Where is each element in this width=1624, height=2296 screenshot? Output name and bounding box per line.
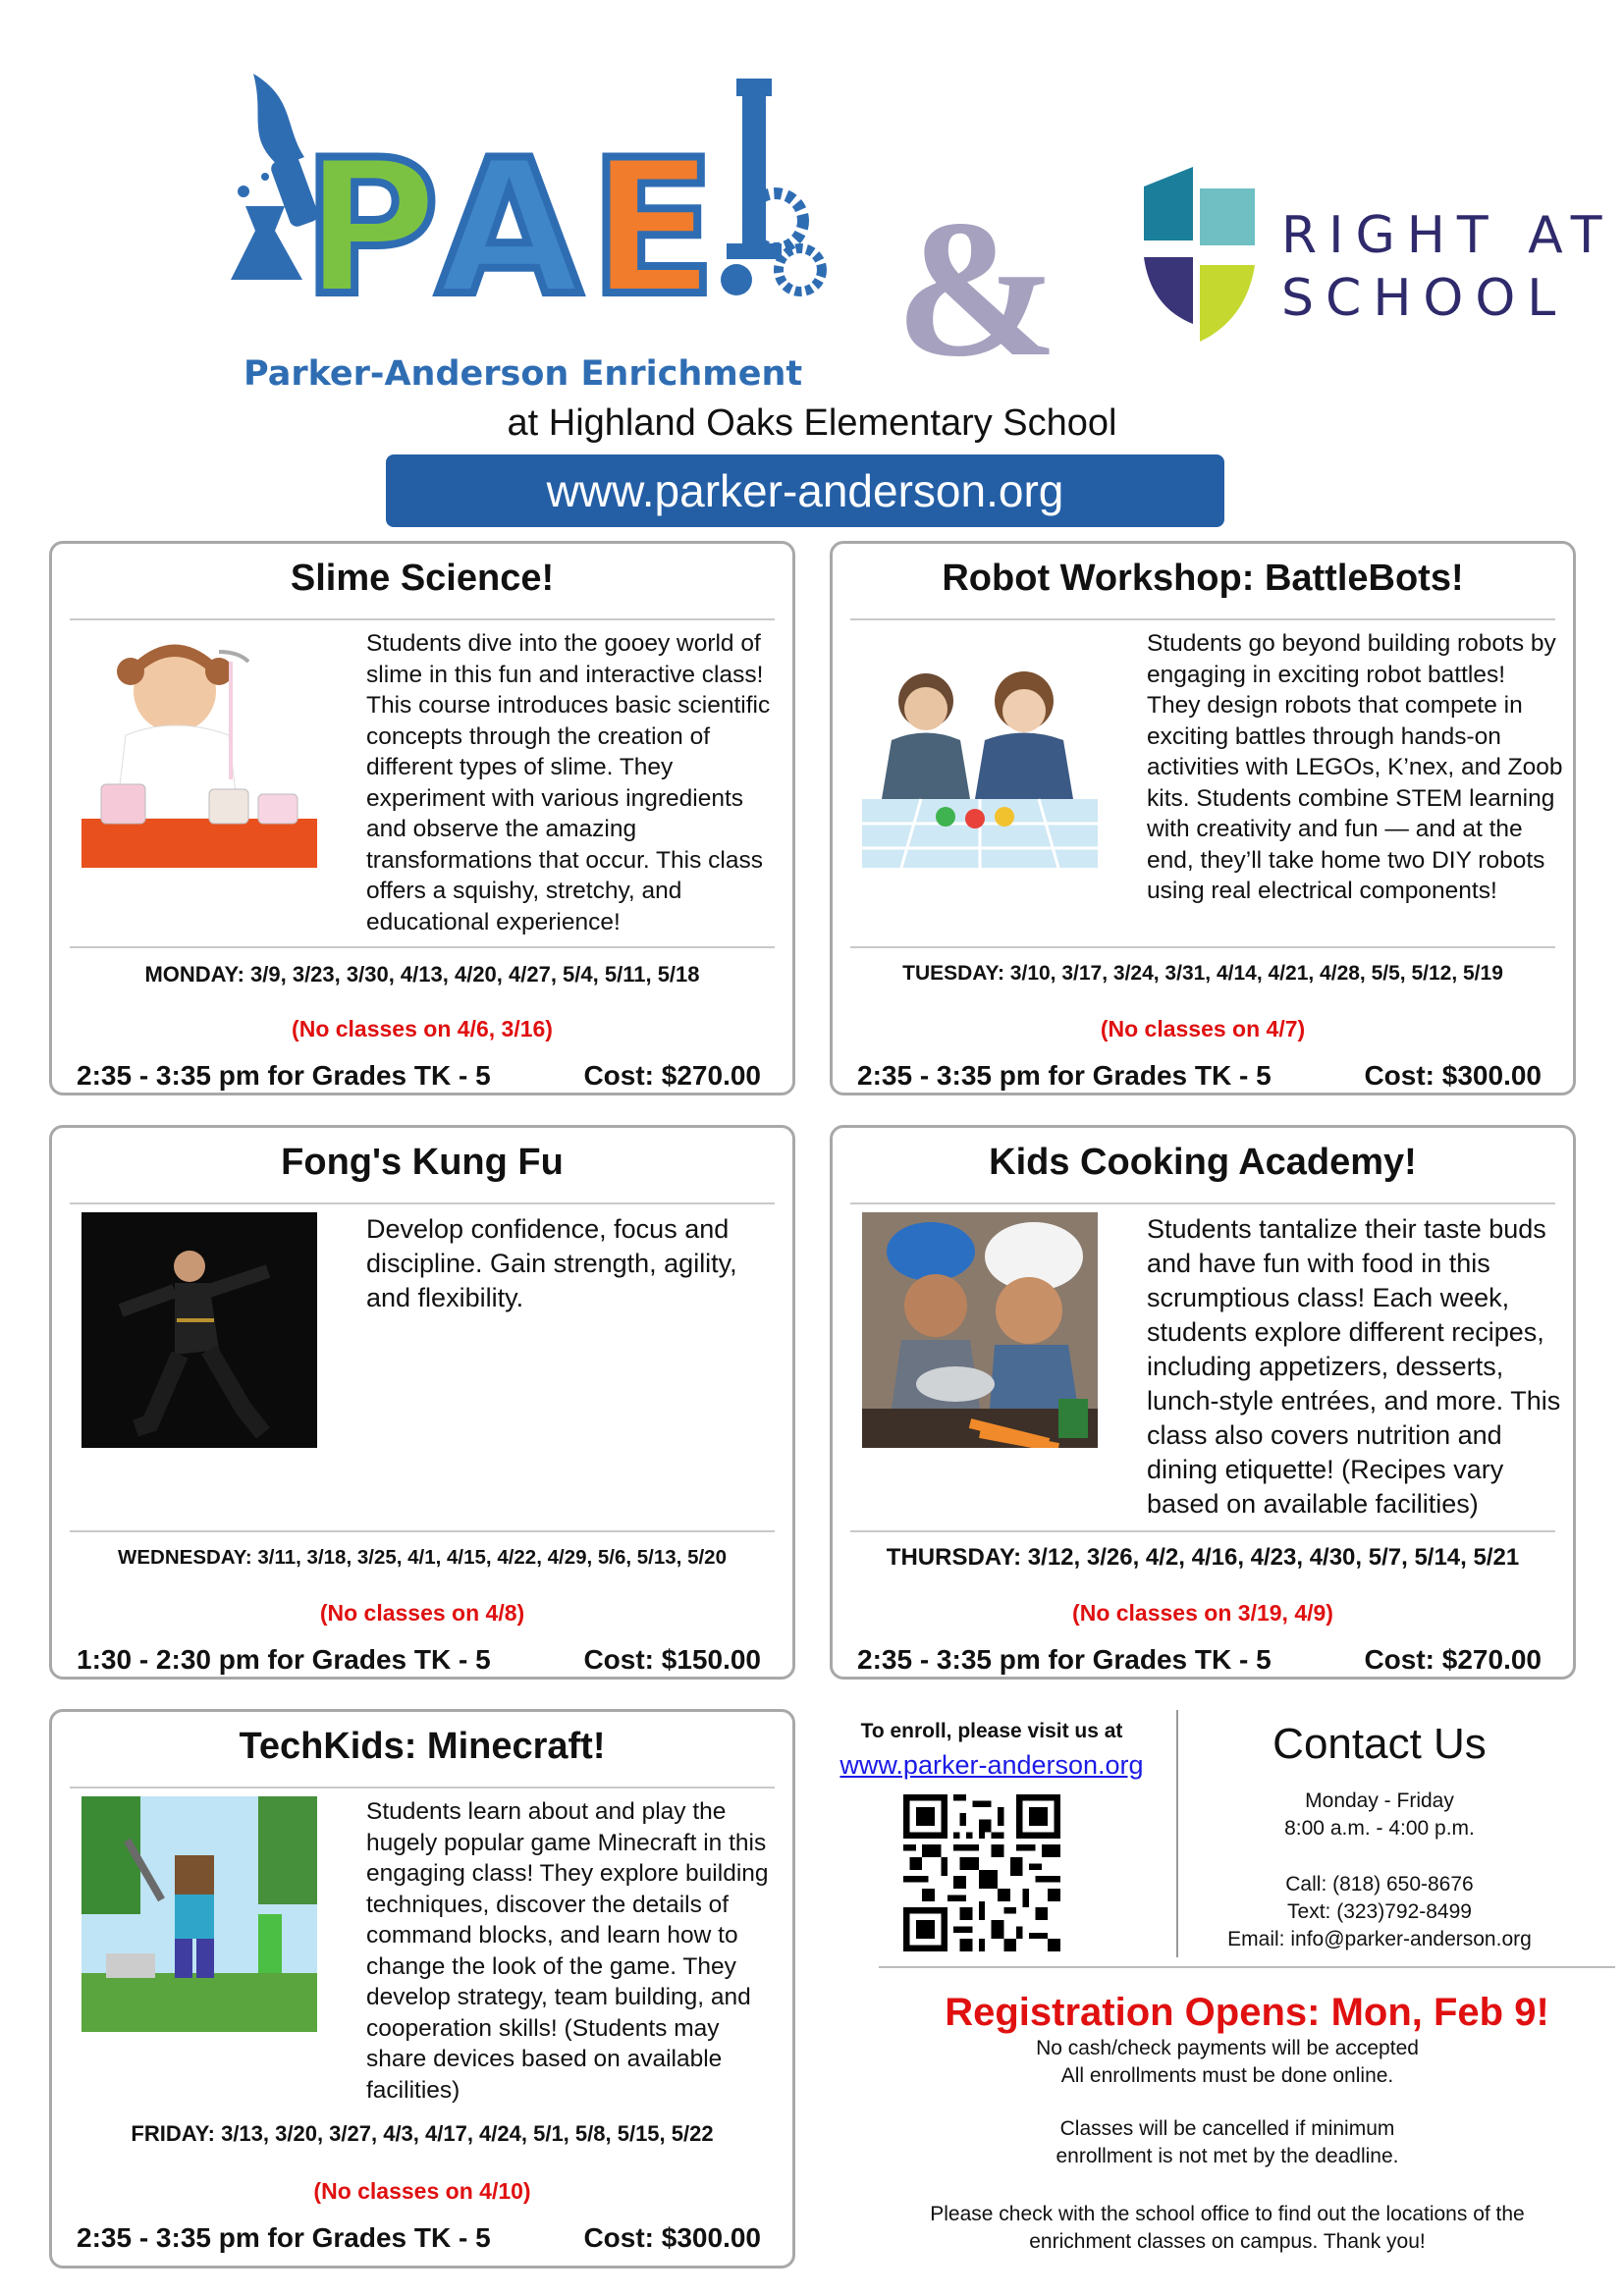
- class-cost: Cost: $270.00: [1364, 1644, 1542, 1675]
- payment-note: No cash/check payments will be accepted: [1036, 2037, 1419, 2059]
- contact-text-number: Text: (323)792-8499: [1287, 1900, 1472, 1923]
- class-schedule-days: FRIDAY: 3/13, 3/20, 3/27, 4/3, 4/17, 4/24, 5/1, 5/8, 5/15, 5/22: [131, 2121, 714, 2146]
- class-card-minecraft: [49, 1709, 795, 2269]
- right-at-school-wordmark: [1281, 204, 1613, 330]
- minecraft-class-photo: [81, 1796, 317, 2032]
- class-schedule-days: WEDNESDAY: 3/11, 3/18, 3/25, 4/1, 4/15, 4/22, 4/29, 5/6, 5/13, 5/20: [118, 1546, 727, 1569]
- class-description: Develop confidence, focus and discipline. Gain strength, agility, and flexibility.: [366, 1214, 737, 1312]
- logo-pae-name: Parker-Anderson Enrichment: [244, 354, 803, 394]
- ras-line-1: RIGHT AT: [1281, 206, 1614, 265]
- class-cost: Cost: $150.00: [583, 1644, 761, 1675]
- contact-hours-time: 8:00 a.m. - 4:00 p.m.: [1284, 1817, 1475, 1840]
- contact-heading: Contact Us: [1272, 1720, 1487, 1768]
- divider: [70, 618, 775, 620]
- website-banner[interactable]: www.parker-anderson.org: [386, 454, 1224, 527]
- parker-anderson-enrichment-logo: [226, 59, 854, 402]
- no-class-dates: (No classes on 4/7): [1100, 1016, 1306, 1041]
- class-schedule-days: THURSDAY: 3/12, 3/26, 4/2, 4/16, 4/23, 4/30, 5/7, 5/14, 5/21: [886, 1544, 1520, 1571]
- location-note-2: enrichment classes on campus. Thank you!: [1029, 2230, 1426, 2253]
- logo-letter-p: P: [302, 120, 440, 337]
- class-title: Robot Workshop: BattleBots!: [942, 558, 1464, 599]
- class-description: Students learn about and play the hugely popular game Minecraft in this engaging class! They explore building techniques, discover the details of command blocks, and learn how to change the look of the game. They develop strategy, team building, and cooperation skills! (Students may share devices based on available facilities): [366, 1798, 769, 2104]
- class-card-robot-workshop: [830, 541, 1576, 1095]
- class-title: Kids Cooking Academy!: [989, 1142, 1417, 1183]
- location-note-1: Please check with the school office to find out the locations of the: [930, 2203, 1525, 2225]
- logo-letter-a: A: [437, 120, 582, 337]
- kung-fu-class-photo: [81, 1212, 317, 1448]
- online-note: All enrollments must be done online.: [1060, 2064, 1394, 2087]
- slime-class-photo: [81, 632, 317, 868]
- divider: [70, 946, 775, 948]
- ras-line-2: SCHOOL: [1281, 269, 1568, 328]
- divider: [850, 1202, 1555, 1204]
- class-cost: Cost: $270.00: [583, 1060, 761, 1091]
- cancellation-note-2: enrollment is not met by the deadline.: [1056, 2145, 1399, 2167]
- class-card-slime-science: [49, 541, 795, 1095]
- divider: [70, 1787, 775, 1789]
- class-description: Students tantalize their taste buds and have fun with food in this scrumptious class! Each week, students explore different recipes, including appetizers, desserts, lunch-style entrées, and more. This class also covers nutrition and dining etiquette! (Recipes vary based on available facilities): [1147, 1214, 1561, 1519]
- class-schedule-days: TUESDAY: 3/10, 3/17, 3/24, 3/31, 4/14, 4/21, 4/28, 5/5, 5/12, 5/19: [902, 962, 1503, 985]
- right-at-school-emblem: [1139, 167, 1276, 353]
- no-class-dates: (No classes on 4/6, 3/16): [292, 1016, 553, 1041]
- class-time: 2:35 - 3:35 pm for Grades TK - 5: [77, 1060, 491, 1091]
- robot-class-photo: [862, 632, 1098, 868]
- divider: [850, 1530, 1555, 1532]
- contact-phone: Call: (818) 650-8676: [1285, 1873, 1474, 1896]
- class-schedule-days: MONDAY: 3/9, 3/23, 3/30, 4/13, 4/20, 4/27, 5/4, 5/11, 5/18: [144, 962, 700, 987]
- no-class-dates: (No classes on 3/19, 4/9): [1072, 1600, 1333, 1626]
- enroll-heading: To enroll, please visit us at: [860, 1720, 1123, 1742]
- enroll-link[interactable]: www.parker-anderson.org: [839, 1750, 1144, 1780]
- class-cost: Cost: $300.00: [1364, 1060, 1542, 1091]
- divider: [850, 618, 1555, 620]
- registration-headline: Registration Opens: Mon, Feb 9!: [945, 1991, 1549, 2034]
- class-title: TechKids: Minecraft!: [239, 1726, 606, 1767]
- logo-letter-e: E: [589, 120, 717, 337]
- horizontal-divider: [879, 1966, 1615, 1968]
- vertical-divider: [1176, 1710, 1178, 1957]
- class-time: 2:35 - 3:35 pm for Grades TK - 5: [857, 1060, 1272, 1091]
- class-description: Students dive into the gooey world of slime in this fun and interactive class! This course introduces basic scientific concepts through the creation of different types of slime. They experiment with various ingredients and observe the amazing transformations that occur. This class offers a squishy, stretchy, and educational experience!: [366, 630, 771, 935]
- class-card-kung-fu: [49, 1125, 795, 1680]
- contact-hours-days: Monday - Friday: [1305, 1789, 1454, 1812]
- class-card-cooking-academy: [830, 1125, 1576, 1680]
- divider: [850, 946, 1555, 948]
- no-class-dates: (No classes on 4/10): [313, 2178, 531, 2204]
- class-time: 2:35 - 3:35 pm for Grades TK - 5: [857, 1644, 1272, 1675]
- cooking-class-photo: [862, 1212, 1098, 1448]
- cancellation-note-1: Classes will be cancelled if minimum: [1059, 2117, 1395, 2140]
- class-time: 1:30 - 2:30 pm for Grades TK - 5: [77, 1644, 491, 1675]
- divider: [70, 1202, 775, 1204]
- ampersand: &: [894, 181, 1059, 398]
- right-at-school-logo: [1139, 167, 1614, 353]
- school-name: at Highland Oaks Elementary School: [507, 402, 1117, 444]
- class-time: 2:35 - 3:35 pm for Grades TK - 5: [77, 2222, 491, 2253]
- contact-email: Email: info@parker-anderson.org: [1227, 1928, 1532, 1950]
- qr-code[interactable]: [903, 1794, 1060, 1951]
- class-title: Fong's Kung Fu: [281, 1142, 564, 1183]
- class-cost: Cost: $300.00: [583, 2222, 761, 2253]
- divider: [70, 1530, 775, 1532]
- class-title: Slime Science!: [290, 558, 555, 599]
- class-description: Students go beyond building robots by engaging in exciting robot battles! They design robots that compete in exciting battles through hands-on activities with LEGOs, K’nex, and Zoob kits. Students combine STEM learning with creativity and fun — and at the end, they’ll take home two DIY robots using real electrical components!: [1147, 630, 1563, 904]
- no-class-dates: (No classes on 4/8): [319, 1600, 525, 1626]
